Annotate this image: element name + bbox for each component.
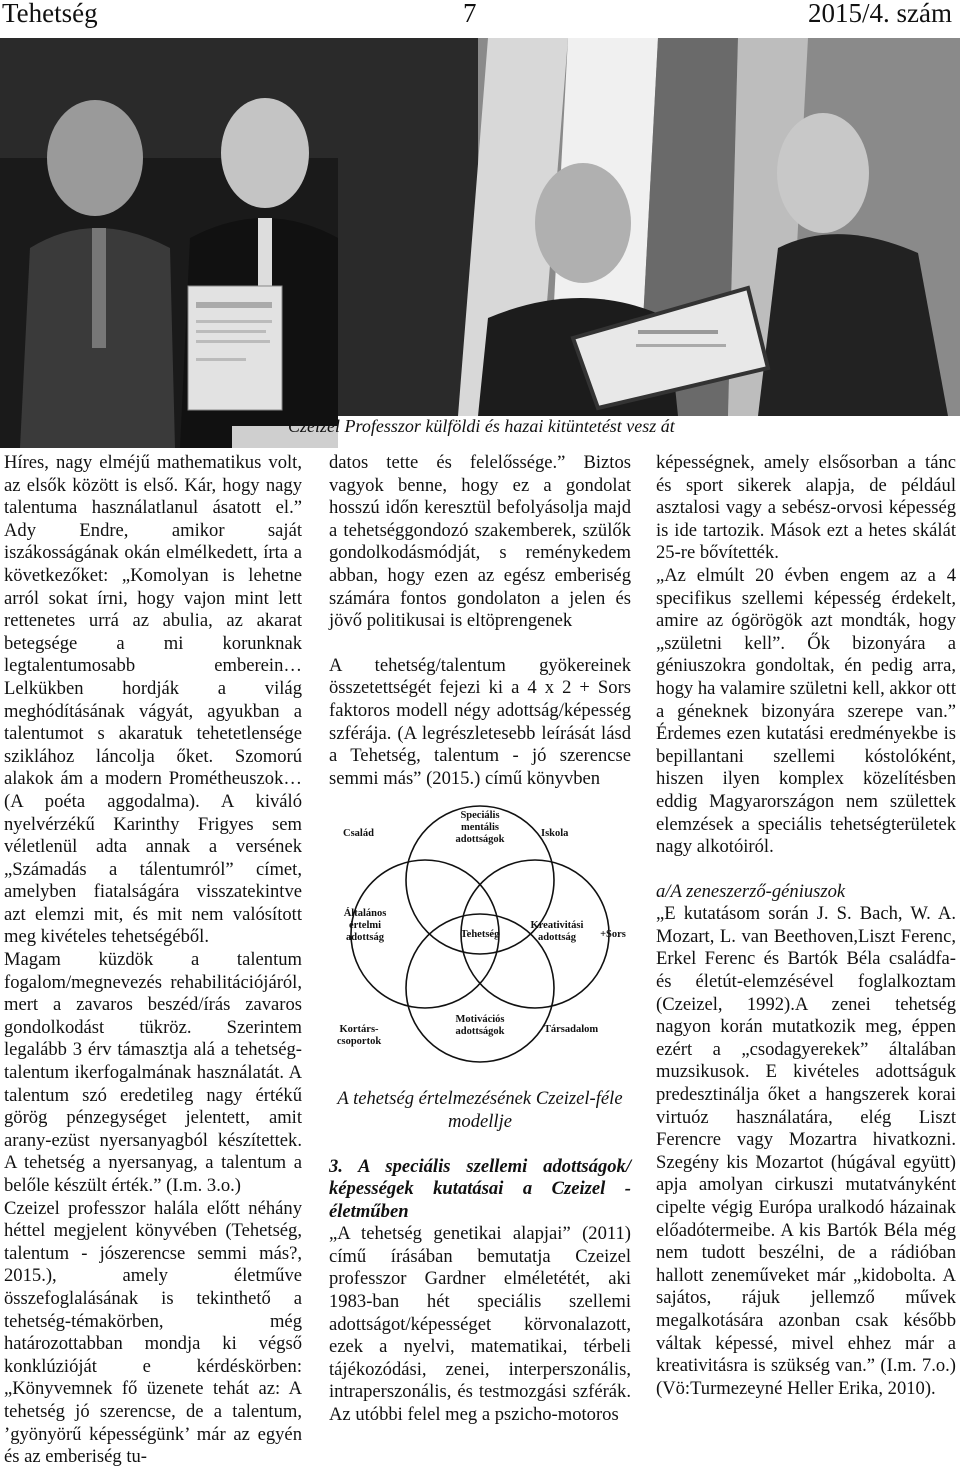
figure-caption: A tehetség értelmezésének Czeizel-féle modellje bbox=[337, 1088, 623, 1132]
label-general-mental-3: adottság bbox=[346, 932, 384, 944]
label-special-mental-2: mentális bbox=[461, 822, 499, 834]
label-peers-1: Kortárs- bbox=[339, 1024, 379, 1036]
label-motivation-1: Motivációs bbox=[455, 1014, 505, 1026]
col2-paragraph-1: datos tette és felelőssége.” Biztos vagyok benne, hogy ez a gondolat hosszú időn keresztül befolyásolja majd a tehetséggondozó szakemberek, szülők gondolkodásmódját, s reménykedem abban, hogy ezen az egész emberiség számára fontos gondolaton a jelen és jövő politikusai is eltöprengenek bbox=[329, 452, 631, 632]
page-header bbox=[0, 0, 960, 40]
talent-model-diagram bbox=[329, 804, 631, 1076]
column-2 bbox=[329, 452, 631, 1427]
label-general-mental-2: értelmi bbox=[348, 920, 382, 932]
award-photo-left-image bbox=[0, 38, 338, 448]
label-creativity-1: Kreativitási bbox=[530, 920, 584, 932]
column-1 bbox=[4, 452, 302, 1469]
col1-paragraph-1: Híres, nagy elméjű mathematikus volt, az elsők között is első. Kár, hogy nagy talentuma használatlanul ásatott el.” Ady Endre, amikor saját iszákosságának okán elmélkedett, írta a következőket: „Komolyan is lehetne arról sokat írni, hogy vajon mint lett rettenetes urrá az abulia, az akarat betegsége a mi korunknak legtalentumosabb emberein… Lelkükben hordják a világ meghódításának vágyát, agyukban a talentumot s akaratuk tehetetlensége sziklához láncolja őket. Szomorú alakok ám a modern Prométheuszok… (A poéta aggodalma). A kiváló nyelvérzékű Karinthy Frigyes sem véletlenül adta annak a versének „Számadás a tálentumról” címet, amelyben fiatalságára visszatekintve azt elemzi mit, és mit nem valósított meg kivételes tehetségéből. bbox=[4, 452, 302, 948]
label-family: Család bbox=[343, 828, 374, 840]
label-special-mental-1: Speciális bbox=[460, 810, 500, 822]
col1-paragraph-2: Magam küzdök a talentum fogalom/megnevezés rehabilitációjáról, mert a zavaros beszéd/írás zavaros gondolkodást tükröz. Szerintem legalább 3 érv támasztja alá a tehetség-talentum ikerfogalmának használatát. A talentum szó eredetileg nagy értékű görög pénzegységet jelentett, amit arany-ezüst nyersanyagból készítettek. A tehetség a nyersanyag, a talentum a belőle készült érték.” (I.m. 3.o.) bbox=[4, 949, 302, 1196]
label-creativity-2: adottság bbox=[538, 932, 576, 944]
photo-caption: Czeizel Professzor külföldi és hazai kitüntetést vesz át bbox=[288, 416, 675, 436]
journal-title: Tehetség bbox=[2, 0, 98, 28]
label-general-mental-1: Általános bbox=[343, 908, 387, 920]
col3-paragraph-3: „E kutatásom során J. S. Bach, W. A. Mozart, L. van Beethoven,Liszt Ferenc, Erkel Ferenc és Bartók Béla családfa- és életút-elemzésével foglalkoztam (Czeizel, 1992).A zenei tehetség nagyon korán mutatkozik meg, éppen ezért a „csodagyerekek” általában muzsikusok. E kivételes adottságuk predesztinálja őket a hangszerek korai virtuóz használatára, elég Liszt Ferencre vagy Mozartra hivatkozni. Szegény kis Mozartot (húgával együtt) apja amolyan cirkuszi mutatványként cipelte végig Európa uralkodó házainak előadótermeibe. A kis Bartók Béla még nem tudott beszélni, de a rádióban hallott zeneműveket már „kidobolta. A sajátos, rájuk jellemző művek megalkotására azonban csak később váltak képessé, mivel ehhez már a kreativitásra is szükség van.” (I.m. 7.o.) (Vö:Turmezeyné Heller Erika, 2010). bbox=[656, 903, 956, 1399]
award-photo-left bbox=[0, 38, 338, 448]
label-fate: +Sors bbox=[600, 929, 626, 941]
label-talent: Tehetség bbox=[460, 929, 500, 941]
col3-paragraph-1: képességnek, amely elsősorban a tánc és sport sikerek alapja, de például asztalosi vagy a sebész-orvosi képesség is ide tartozik. Mások ezt a hetes skálát 25-re bővítették. bbox=[656, 452, 956, 564]
col3-paragraph-2: „Az elmúlt 20 évben engem az a 4 specifikus szellemi képesség érdekelt, amire az ógörögök azt mondták, hogy „születni kell”. Ők bizonyára a géniuszokra gondoltak, én pedig arra, hogy ha valamire születni kell, akkor ott a géneknek bizonyára szerepe van.” Érdemes ezen kutatási eredményekbe is bepillantani szellemi kóstolóként, hiszen ilyen komplex közelítésben eddig Magyarországon nem születtek elemzések a speciális tehetségterületek nagy alkotóiról. bbox=[656, 564, 956, 858]
label-motivation-2: adottságok bbox=[455, 1026, 505, 1038]
col2-paragraph-3: „A tehetség genetikai alapjai” (2011) című írásában bemutatja Czeizel professzor Gardner elméletétét, aki 1983-ban hét speciális szellemi adottságot/képességet körvonalazott, ezek a nyelvi, matematikai, térbeli tájékozódási, zenei, interperszonális, intraperszonális, és testmozgási szférák. Az utóbbi felel meg a pszicho-motoros bbox=[329, 1223, 631, 1426]
label-special-mental-3: adottságok bbox=[455, 834, 505, 846]
column-3 bbox=[656, 452, 956, 1400]
col2-paragraph-2: A tehetség/talentum gyökereinek összetettségét fejezi ki a 4 x 2 + Sors faktoros modell négy adottság/képesség szférája. (A legrészletesebb leírását lásd a Tehetség, talentum - jó szerencse semmi más” (2015.) című könyvben bbox=[329, 654, 631, 789]
issue-number: 2015/4. szám bbox=[808, 0, 952, 28]
section-heading: 3. A speciális szellemi adottságok/ képességek kutatásai a Czeizel - életműben bbox=[329, 1155, 631, 1222]
page-number: 7 bbox=[463, 0, 477, 28]
subheading-composers: a/A zeneszerző-géniuszok bbox=[656, 880, 846, 902]
col1-paragraph-3: Czeizel professzor halála előtt néhány héttel megjelent könyvében (Tehetség, talentum - jószerencse semmi más?, 2015.), amely életműve összefoglalásának is tekinthető a tehetség-témakörben, még határozottabban mondja ki végső konklúzióját e kérdéskörben: „Könyvemnek fő üzenete tehát az: A tehetség jó szerencse, de a talentum, ’gyönyörű képességünk’ már az egyén és az emberiség tu- bbox=[4, 1197, 302, 1468]
label-school: Iskola bbox=[541, 828, 569, 840]
label-society: Társadalom bbox=[543, 1024, 599, 1036]
award-photo-right-image bbox=[338, 38, 960, 416]
award-photo-right bbox=[338, 38, 960, 416]
label-peers-2: csoportok bbox=[336, 1036, 382, 1048]
